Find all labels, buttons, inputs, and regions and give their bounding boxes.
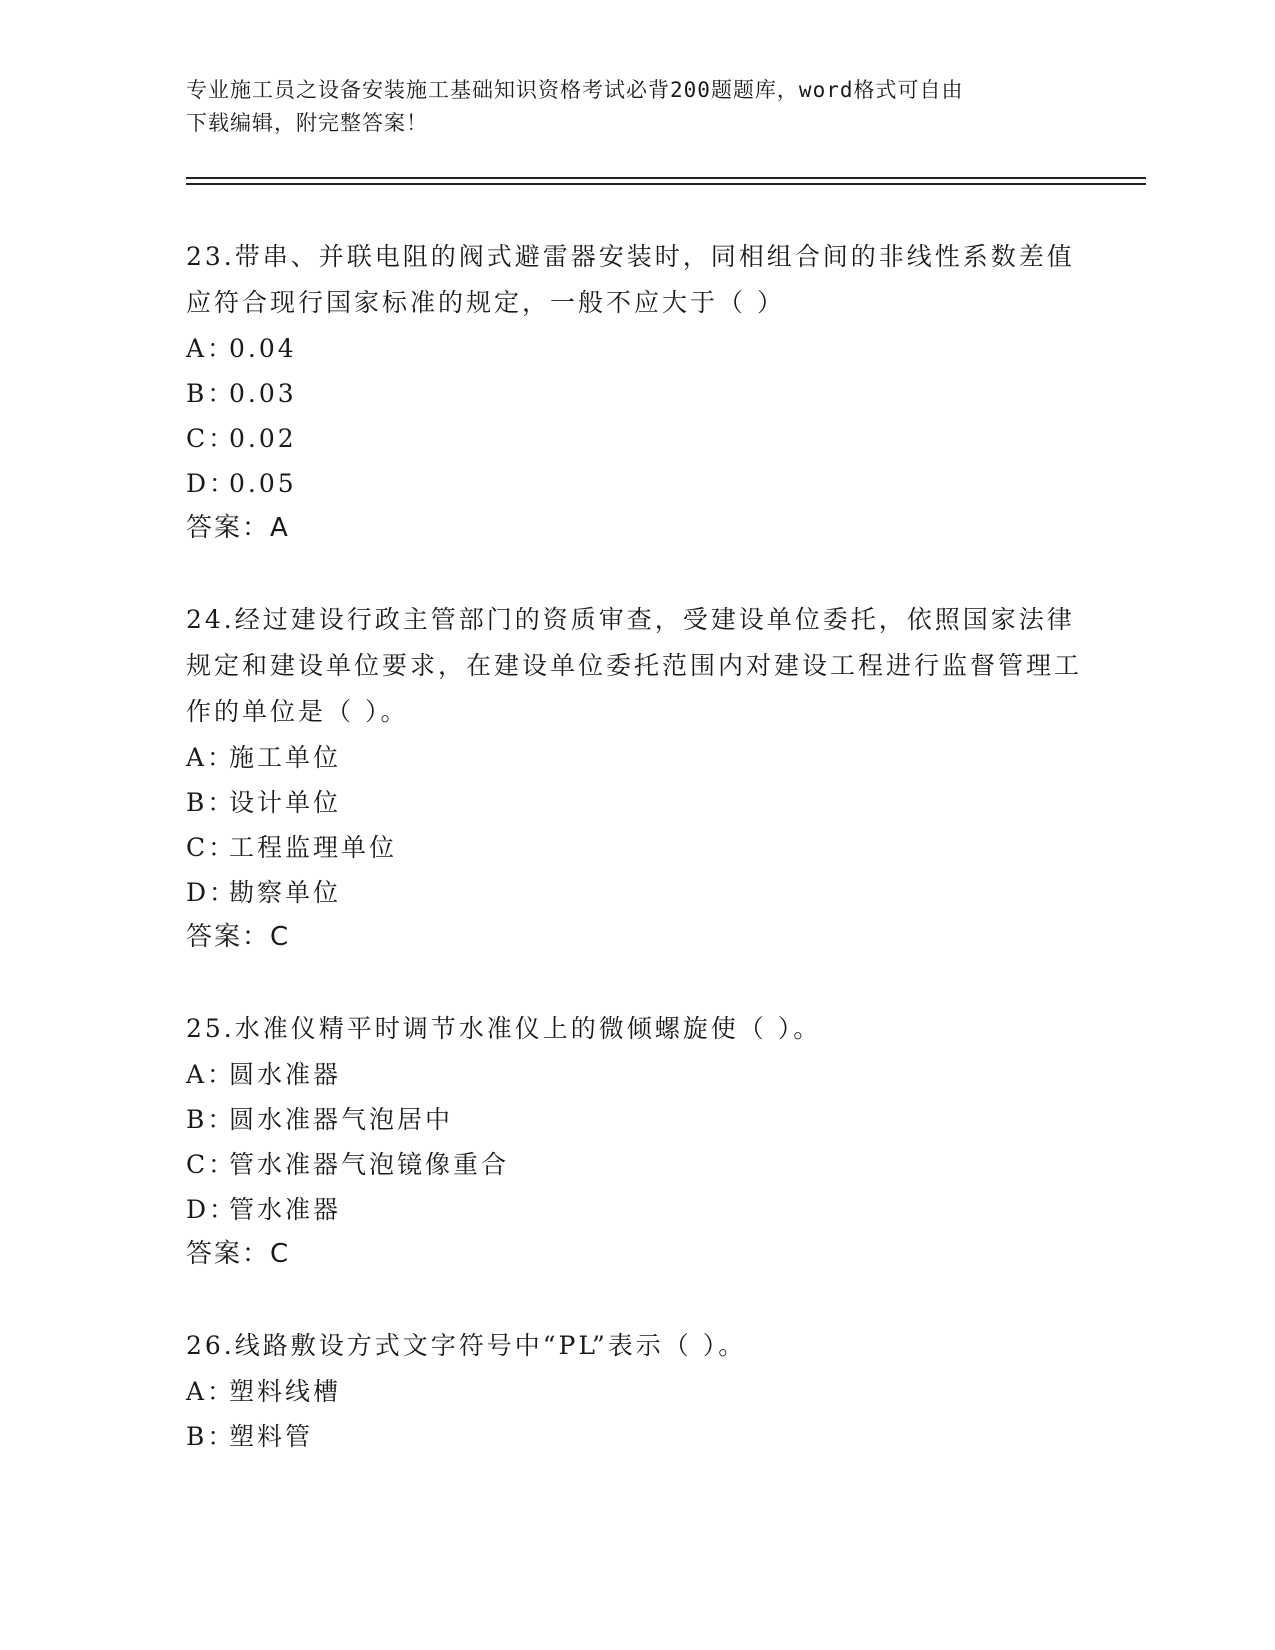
option-text: 管水准器气泡镜像重合 <box>229 1150 510 1179</box>
option-letter: C： <box>186 1150 237 1179</box>
question-stem: 26.线路敷设方式文字符号中“PL”表示（ ）。 <box>186 1331 747 1360</box>
option-d <box>186 870 1086 915</box>
question-list <box>186 234 1086 1505</box>
option-a <box>186 1369 1086 1414</box>
option-text: 0.03 <box>229 379 297 408</box>
option-c <box>186 416 1086 461</box>
option-b <box>186 1414 1086 1459</box>
option-letter: A： <box>186 1377 236 1406</box>
option-c <box>186 1142 1086 1187</box>
question-stem: 25.水准仪精平时调节水准仪上的微倾螺旋使（ ）。 <box>186 1014 822 1043</box>
option-letter: C： <box>186 833 237 862</box>
option-letter: D： <box>186 469 238 498</box>
option-text: 设计单位 <box>229 788 342 817</box>
option-text: 塑料管 <box>229 1422 314 1451</box>
header-title-line-2: 下载编辑，附完整答案！ <box>186 111 428 135</box>
option-text: 0.02 <box>229 424 297 453</box>
option-text: 施工单位 <box>229 743 342 772</box>
question-26 <box>186 1323 1086 1459</box>
option-text: 圆水准器气泡居中 <box>229 1105 454 1134</box>
answer-line: 答案：C <box>186 922 291 952</box>
option-b <box>186 780 1086 825</box>
option-text: 0.05 <box>229 469 297 498</box>
question-23 <box>186 234 1086 551</box>
question-24 <box>186 597 1086 960</box>
question-stem: 23.带串、并联电阻的阀式避雷器安装时，同相组合间的非线性系数差值应符合现行国家标准的规定，一般不应大于（ ） <box>186 242 1075 317</box>
question-stem: 24.经过建设行政主管部门的资质审查，受建设单位委托，依照国家法律规定和建设单位要求，在建设单位委托范围内对建设工程进行监督管理工作的单位是（ ）。 <box>186 605 1083 726</box>
option-c <box>186 825 1086 870</box>
option-letter: B： <box>186 1105 236 1134</box>
header-divider-bottom <box>186 183 1146 185</box>
option-b <box>186 371 1086 416</box>
option-text: 工程监理单位 <box>229 833 398 862</box>
answer-line: 答案：C <box>186 1239 291 1269</box>
option-text: 塑料线槽 <box>229 1377 342 1406</box>
option-letter: D： <box>186 878 238 907</box>
option-a <box>186 1052 1086 1097</box>
option-text: 勘察单位 <box>229 878 342 907</box>
option-b <box>186 1097 1086 1142</box>
header-divider-top <box>186 177 1146 179</box>
option-letter: A： <box>186 1060 236 1089</box>
option-letter: B： <box>186 1422 236 1451</box>
document-header <box>186 74 1086 140</box>
answer-line: 答案：A <box>186 513 290 543</box>
option-a <box>186 326 1086 371</box>
option-text: 0.04 <box>229 334 297 363</box>
option-letter: B： <box>186 379 236 408</box>
option-a <box>186 735 1086 780</box>
option-letter: A： <box>186 334 236 363</box>
option-letter: A： <box>186 743 236 772</box>
option-text: 圆水准器 <box>229 1060 342 1089</box>
option-letter: C： <box>186 424 237 453</box>
option-text: 管水准器 <box>229 1195 342 1224</box>
header-title-line-1: 专业施工员之设备安装施工基础知识资格考试必背200题题库，word格式可自由 <box>186 78 964 102</box>
option-d <box>186 461 1086 506</box>
question-25 <box>186 1006 1086 1277</box>
option-letter: B： <box>186 788 236 817</box>
option-letter: D： <box>186 1195 238 1224</box>
option-d <box>186 1187 1086 1232</box>
